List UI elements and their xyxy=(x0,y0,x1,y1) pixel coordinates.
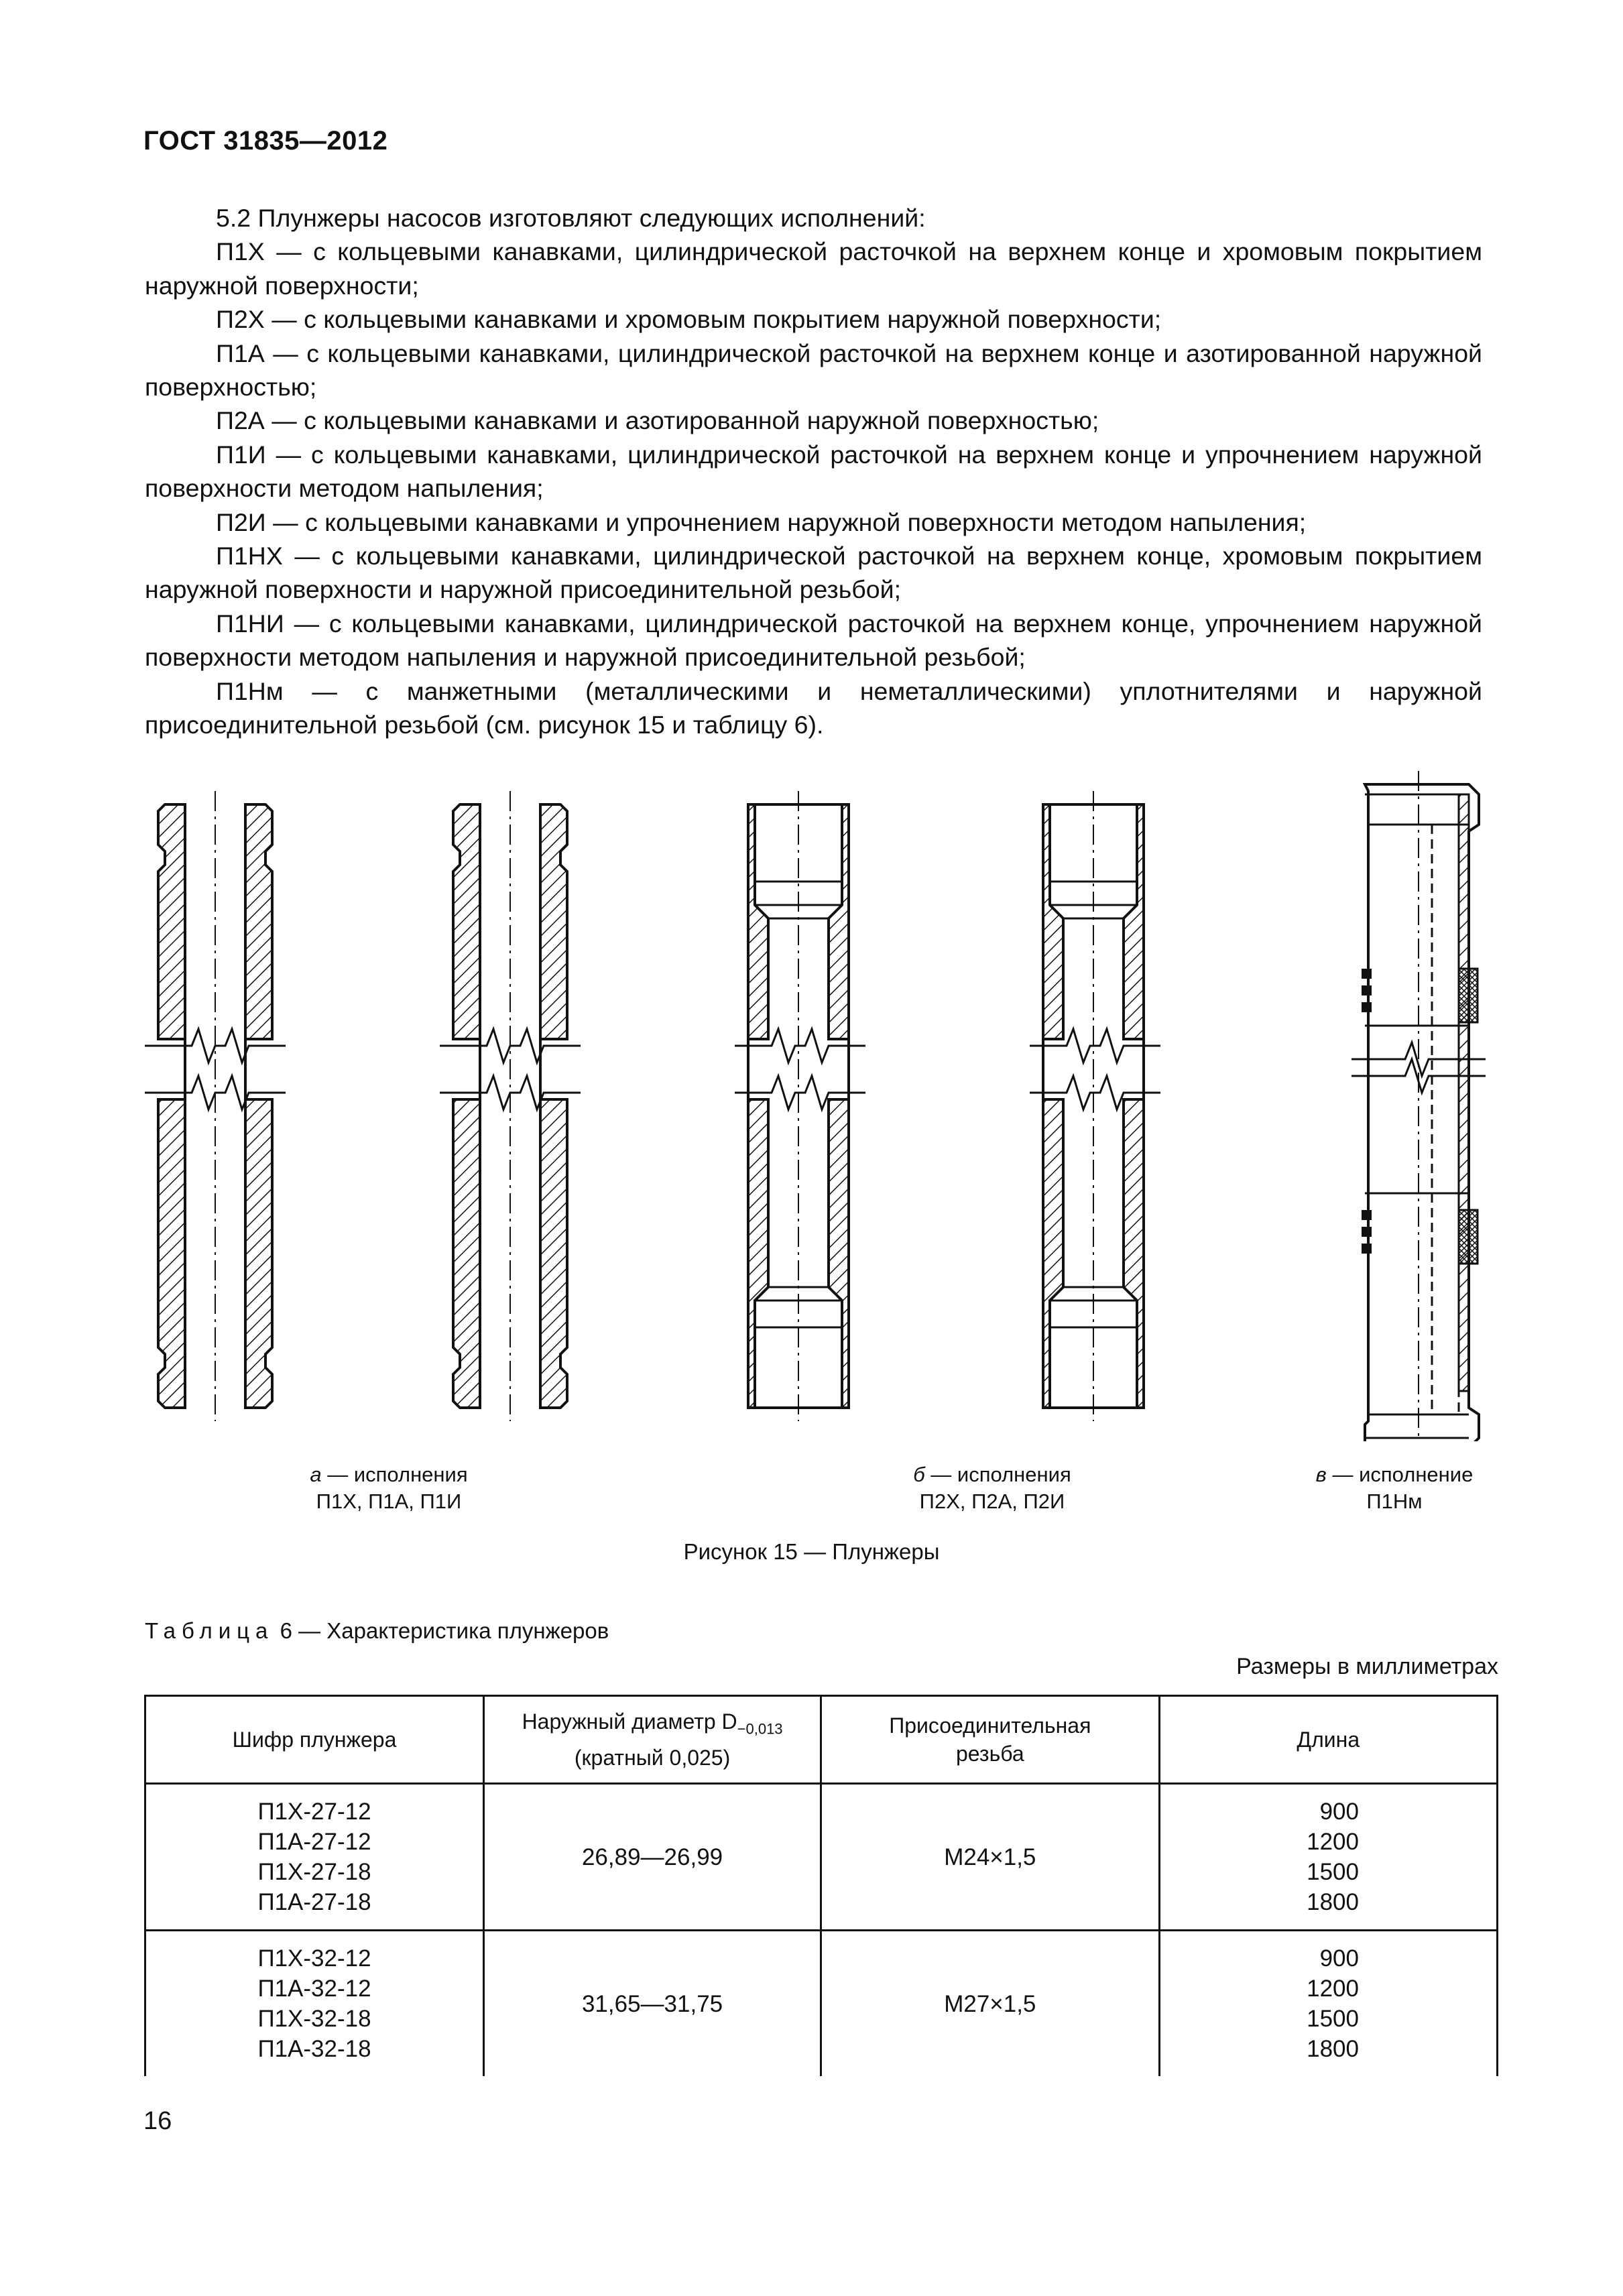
plunger-drawing-a-1 xyxy=(145,791,286,1421)
cell-thread: М24×1,5 xyxy=(821,1784,1159,1931)
length: 1800 xyxy=(1307,2036,1359,2062)
header-thread xyxy=(821,1696,1159,1784)
figure-caption-v xyxy=(1260,1461,1528,1515)
header-thread-line2: резьба xyxy=(956,1742,1024,1766)
cell-diameter: 31,65—31,75 xyxy=(484,1931,821,2077)
plunger-drawing-b-1 xyxy=(735,791,865,1421)
caption-line1: — исполнения xyxy=(930,1463,1071,1486)
variant-item: П1НХ — с кольцевыми канавками, цилиндрической расточкой на верхнем конце, хромовым покрытием наружной поверхности и наружной присоединительной резьбой; xyxy=(145,542,1482,604)
cell-codes xyxy=(145,1931,484,2077)
code: П1Х-32-12 xyxy=(257,1945,371,1972)
cell-thread: М27×1,5 xyxy=(821,1931,1159,2077)
cell-lengths xyxy=(1159,1931,1497,2077)
header-diameter-main: Наружный диаметр D xyxy=(522,1709,737,1734)
code: П1А-32-12 xyxy=(257,1976,371,2002)
table-title xyxy=(145,1618,609,1644)
cell-diameter: 26,89—26,99 xyxy=(484,1784,821,1931)
header-diameter-sub: −0,013 xyxy=(737,1720,783,1738)
table-number: 6 xyxy=(280,1618,292,1643)
plunger-spec-table xyxy=(144,1695,1498,2076)
cell-codes xyxy=(145,1784,484,1931)
caption-letter: а xyxy=(310,1463,322,1486)
plunger-drawings xyxy=(145,771,1486,1441)
figure-caption-b xyxy=(845,1461,1140,1515)
table-row xyxy=(145,1784,1498,1931)
variant-item: П1А — с кольцевыми канавками, цилиндрической расточкой на верхнем конце и азотированной наружной поверхностью; xyxy=(145,339,1482,402)
caption-line1: — исполнения xyxy=(327,1463,468,1486)
length: 900 xyxy=(1319,1945,1359,1972)
variant-item: П2Х — с кольцевыми канавками и хромовым покрытием наружной поверхности; xyxy=(216,305,1162,334)
length: 900 xyxy=(1319,1799,1359,1825)
table-units: Размеры в миллиметрах xyxy=(1236,1654,1498,1679)
caption-letter: в xyxy=(1315,1463,1327,1486)
figure-caption-a xyxy=(261,1461,516,1515)
header-code: Шифр плунжера xyxy=(145,1696,484,1784)
section-text xyxy=(145,201,1482,742)
length: 1500 xyxy=(1307,1859,1359,1885)
length: 1800 xyxy=(1307,1889,1359,1915)
header-thread-line1: Присоединительная xyxy=(889,1713,1091,1738)
code: П1А-27-12 xyxy=(257,1829,371,1855)
variant-item: П1Х — с кольцевыми канавками, цилиндрической расточкой на верхнем конце и хромовым покрытием наружной поверхности; xyxy=(145,237,1482,300)
caption-line2: П1Х, П1А, П1И xyxy=(316,1490,462,1513)
code: П1Х-27-12 xyxy=(257,1799,371,1825)
table-label: Таблица xyxy=(145,1618,274,1643)
variant-item: П1И — с кольцевыми канавками, цилиндрической расточкой на верхнем конце и упрочнением наружной поверхности методом напыления; xyxy=(145,440,1482,503)
caption-line1: — исполнение xyxy=(1332,1463,1474,1486)
plunger-drawing-b-2 xyxy=(1030,791,1160,1421)
caption-letter: б xyxy=(913,1463,925,1486)
caption-line2: П1Нм xyxy=(1366,1490,1423,1513)
header-diameter xyxy=(484,1696,821,1784)
variant-item: П1НИ — с кольцевыми канавками, цилиндрической расточкой на верхнем конце, упрочнением наружной поверхности методом напыления и наружной присоединительной резьбой; xyxy=(145,609,1482,672)
page-number: 16 xyxy=(143,2107,172,2135)
plunger-drawing-a-2 xyxy=(440,791,581,1421)
code: П1Х-27-18 xyxy=(257,1859,371,1885)
table-row xyxy=(145,1931,1498,2077)
length: 1200 xyxy=(1307,1829,1359,1855)
caption-line2: П2Х, П2А, П2И xyxy=(919,1490,1065,1513)
variant-item: П1Нм — с манжетными (металлическими и неметаллическими) уплотнителями и наружной присоединительной резьбой (см. рисунок 15 и таблицу 6). xyxy=(145,676,1482,739)
plunger-drawing-v xyxy=(1351,771,1486,1441)
code: П1Х-32-18 xyxy=(257,2006,371,2032)
header-length: Длина xyxy=(1159,1696,1497,1784)
table-header-row xyxy=(145,1696,1498,1784)
code: П1А-32-18 xyxy=(257,2036,371,2062)
table-caption: — Характеристика плунжеров xyxy=(298,1618,609,1643)
cell-lengths xyxy=(1159,1784,1497,1931)
variant-item: П2А — с кольцевыми канавками и азотированной наружной поверхностью; xyxy=(216,406,1099,435)
section-intro: 5.2 Плунжеры насосов изготовляют следующих исполнений: xyxy=(216,204,926,232)
variant-item: П2И — с кольцевыми канавками и упрочнением наружной поверхности методом напыления; xyxy=(216,507,1307,536)
standard-header: ГОСТ 31835—2012 xyxy=(143,126,388,156)
length: 1500 xyxy=(1307,2006,1359,2032)
figure-title: Рисунок 15 — Плунжеры xyxy=(683,1539,940,1564)
length: 1200 xyxy=(1307,1976,1359,2002)
code: П1А-27-18 xyxy=(257,1889,371,1915)
header-diameter-note: (кратный 0,025) xyxy=(574,1745,731,1770)
